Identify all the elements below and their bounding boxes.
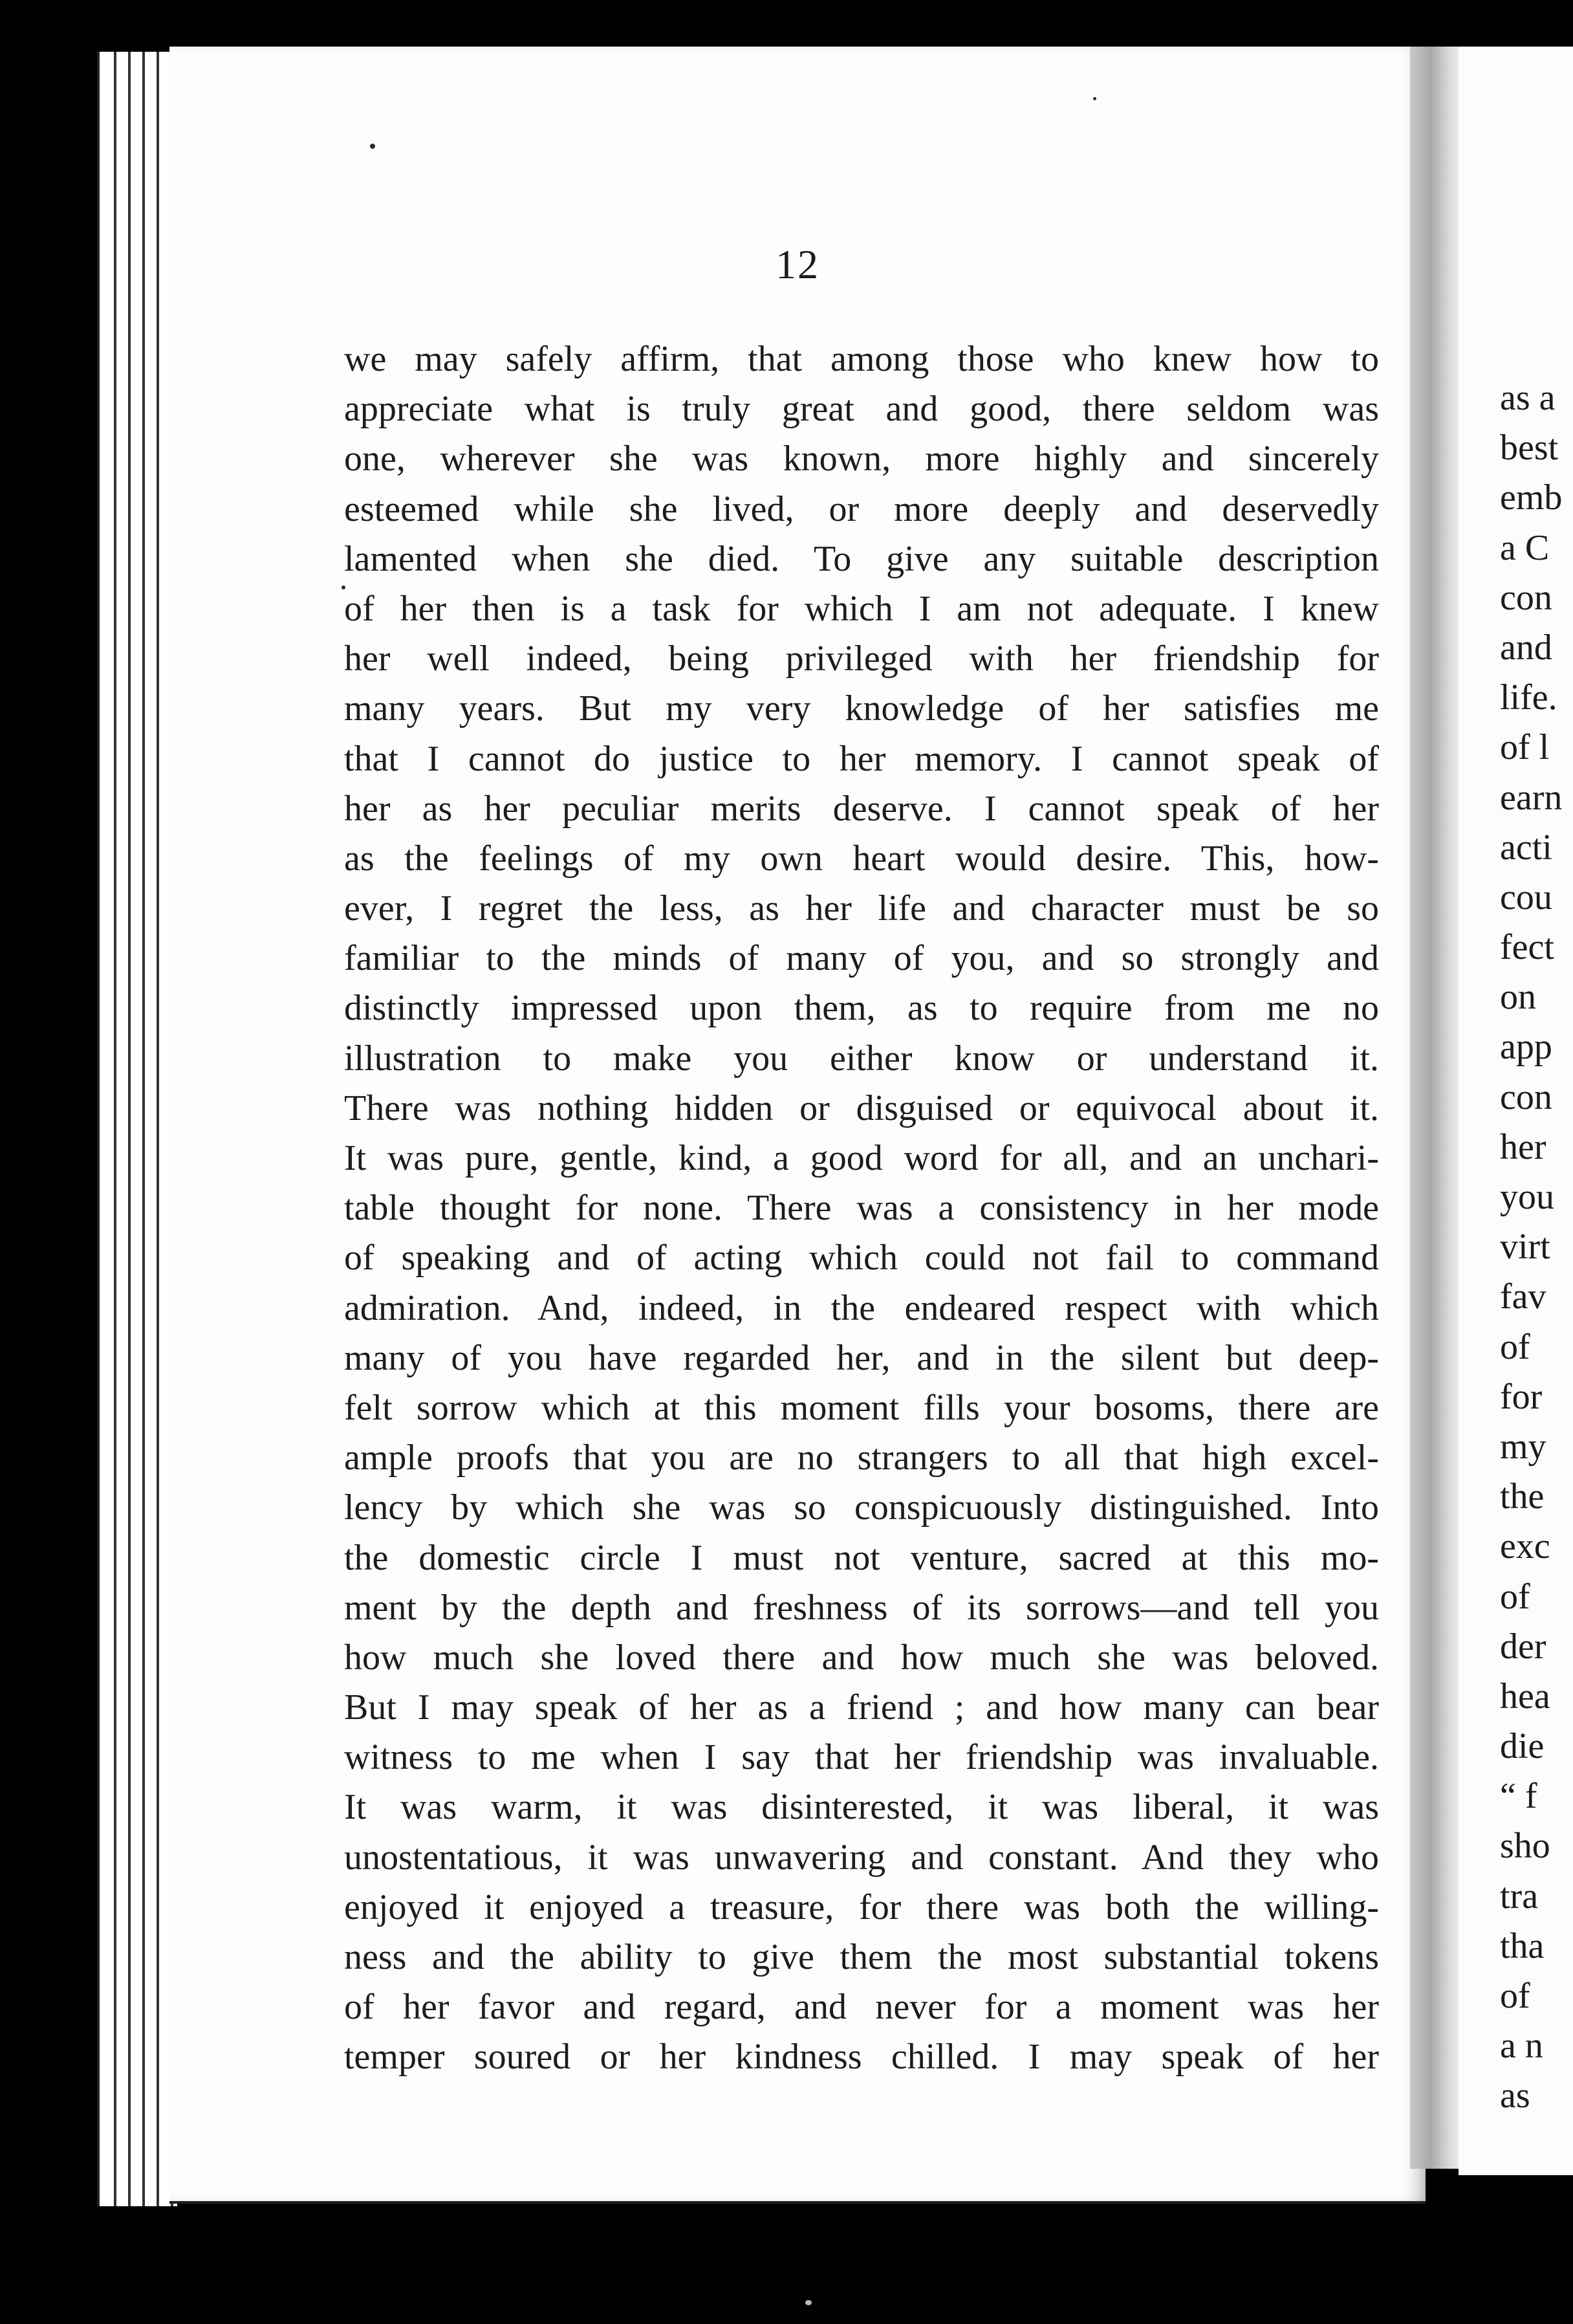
text-line: as the feelings of my own heart would desire. This, how-: [344, 838, 1379, 879]
facing-text-line: her: [1500, 1126, 1546, 1167]
text-line: lamented when she died. To give any suitable description: [344, 538, 1379, 579]
text-line: lency by which she was so conspicuously distinguished. Into: [344, 1487, 1379, 1528]
text-line: familiar to the minds of many of you, and so strongly and: [344, 938, 1379, 979]
facing-text-line: for: [1500, 1376, 1543, 1417]
facing-text-line: “ f: [1500, 1776, 1537, 1817]
dust-speck: [370, 144, 375, 149]
facing-page-text: [1500, 373, 1562, 2121]
facing-text-line: life.: [1500, 677, 1557, 718]
text-line: one, wherever she was known, more highly and sincerely: [344, 439, 1379, 479]
facing-text-line: tra: [1500, 1876, 1539, 1916]
text-line: table thought for none. There was a consistency in her mode: [344, 1188, 1379, 1229]
facing-text-line: fav: [1500, 1277, 1546, 1317]
text-line: It was warm, it was disinterested, it was liberal, it was: [344, 1787, 1379, 1828]
facing-text-line: emb: [1500, 477, 1563, 518]
text-line: ample proofs that you are no strangers to all that high excel-: [344, 1438, 1379, 1478]
dust-speck: [805, 2300, 812, 2305]
facing-text-line: con: [1500, 1077, 1552, 1117]
facing-text-line: acti: [1500, 827, 1552, 868]
facing-text-line: sho: [1500, 1826, 1550, 1867]
facing-text-line: of: [1500, 1326, 1530, 1367]
binding-gutter: [1410, 47, 1462, 2169]
text-line: that I cannot do justice to her memory. I cannot speak of: [344, 738, 1379, 779]
facing-text-line: app: [1500, 1027, 1552, 1068]
text-line: we may safely affirm, that among those who knew how to: [344, 339, 1379, 379]
facing-text-line: exc: [1500, 1526, 1550, 1567]
text-line: ness and the ability to give them the most substantial tokens: [344, 1937, 1379, 1977]
text-line: of her favor and regard, and never for a moment was her: [344, 1987, 1379, 2028]
facing-text-line: and: [1500, 627, 1552, 668]
text-line: illustration to make you either know or understand it.: [344, 1038, 1379, 1079]
facing-text-line: as a: [1500, 378, 1556, 418]
body-text: [344, 334, 1379, 2083]
facing-text-line: of: [1500, 1576, 1530, 1617]
text-line: felt sorrow which at this moment fills your bosoms, there are: [344, 1387, 1379, 1428]
text-line: of speaking and of acting which could not fail to command: [344, 1238, 1379, 1278]
text-line: There was nothing hidden or disguised or equivocal about it.: [344, 1088, 1379, 1128]
left-page: [169, 47, 1426, 2204]
text-line: many of you have regarded her, and in the silent but deep-: [344, 1337, 1379, 1378]
facing-text-line: of l: [1500, 727, 1550, 768]
facing-text-line: earn: [1500, 777, 1563, 818]
facing-text-line: you: [1500, 1177, 1554, 1217]
facing-text-line: tha: [1500, 1925, 1545, 1966]
facing-text-line: die: [1500, 1726, 1545, 1767]
facing-text-line: as: [1500, 2076, 1530, 2116]
facing-text-line: fect: [1500, 927, 1554, 968]
facing-text-line: hea: [1500, 1676, 1550, 1716]
text-line: the domestic circle I must not venture, sacred at this mo-: [344, 1537, 1379, 1578]
facing-text-line: cou: [1500, 877, 1552, 917]
text-line: appreciate what is truly great and good, there seldom was: [344, 389, 1379, 430]
facing-text-line: con: [1500, 577, 1552, 618]
page-edge-line: [142, 52, 145, 2206]
facing-text-line: the: [1500, 1476, 1545, 1517]
facing-text-line: der: [1500, 1626, 1546, 1667]
text-line: many years. But my very knowledge of her satisfies me: [344, 688, 1379, 729]
dust-speck: [342, 586, 345, 589]
text-line: unostentatious, it was unwavering and constant. And they who: [344, 1837, 1379, 1878]
text-line: It was pure, gentle, kind, a good word for all, and an unchari-: [344, 1138, 1379, 1178]
text-line: her as her peculiar merits deserve. I cannot speak of her: [344, 788, 1379, 829]
dust-speck: [1093, 97, 1096, 100]
page-edge-line: [128, 52, 131, 2206]
text-line: admiration. And, indeed, in the endeared respect with which: [344, 1288, 1379, 1328]
text-line: how much she loved there and how much she was beloved.: [344, 1637, 1379, 1678]
page-number: 12: [776, 241, 819, 287]
text-line: esteemed while she lived, or more deeply and deservedly: [344, 488, 1379, 529]
text-line: enjoyed it enjoyed a treasure, for there was both the willing-: [344, 1887, 1379, 1927]
facing-text-line: my: [1500, 1426, 1546, 1467]
facing-text-line: virt: [1500, 1227, 1550, 1267]
text-line: temper soured or her kindness chilled. I may speak of her: [344, 2037, 1379, 2077]
text-line: distinctly impressed upon them, as to require from me no: [344, 988, 1379, 1029]
text-line: her well indeed, being privileged with her friendship for: [344, 639, 1379, 679]
page-edge-stack: [97, 52, 177, 2206]
facing-text-line: a n: [1500, 2026, 1543, 2066]
facing-text-line: on: [1500, 977, 1536, 1018]
facing-text-line: a C: [1500, 527, 1550, 568]
text-line: ever, I regret the less, as her life and character must be so: [344, 888, 1379, 929]
text-line: witness to me when I say that her friendship was invaluable.: [344, 1737, 1379, 1778]
page-edge-line: [157, 52, 159, 2206]
text-line: ment by the depth and freshness of its sorrows—and tell you: [344, 1587, 1379, 1628]
facing-text-line: best: [1500, 428, 1559, 468]
text-line: of her then is a task for which I am not adequate. I knew: [344, 588, 1379, 629]
text-line: But I may speak of her as a friend ; and how many can bear: [344, 1687, 1379, 1728]
facing-text-line: of: [1500, 1976, 1530, 2016]
page-edge-line: [114, 52, 116, 2206]
facing-page: [1459, 47, 1573, 2175]
